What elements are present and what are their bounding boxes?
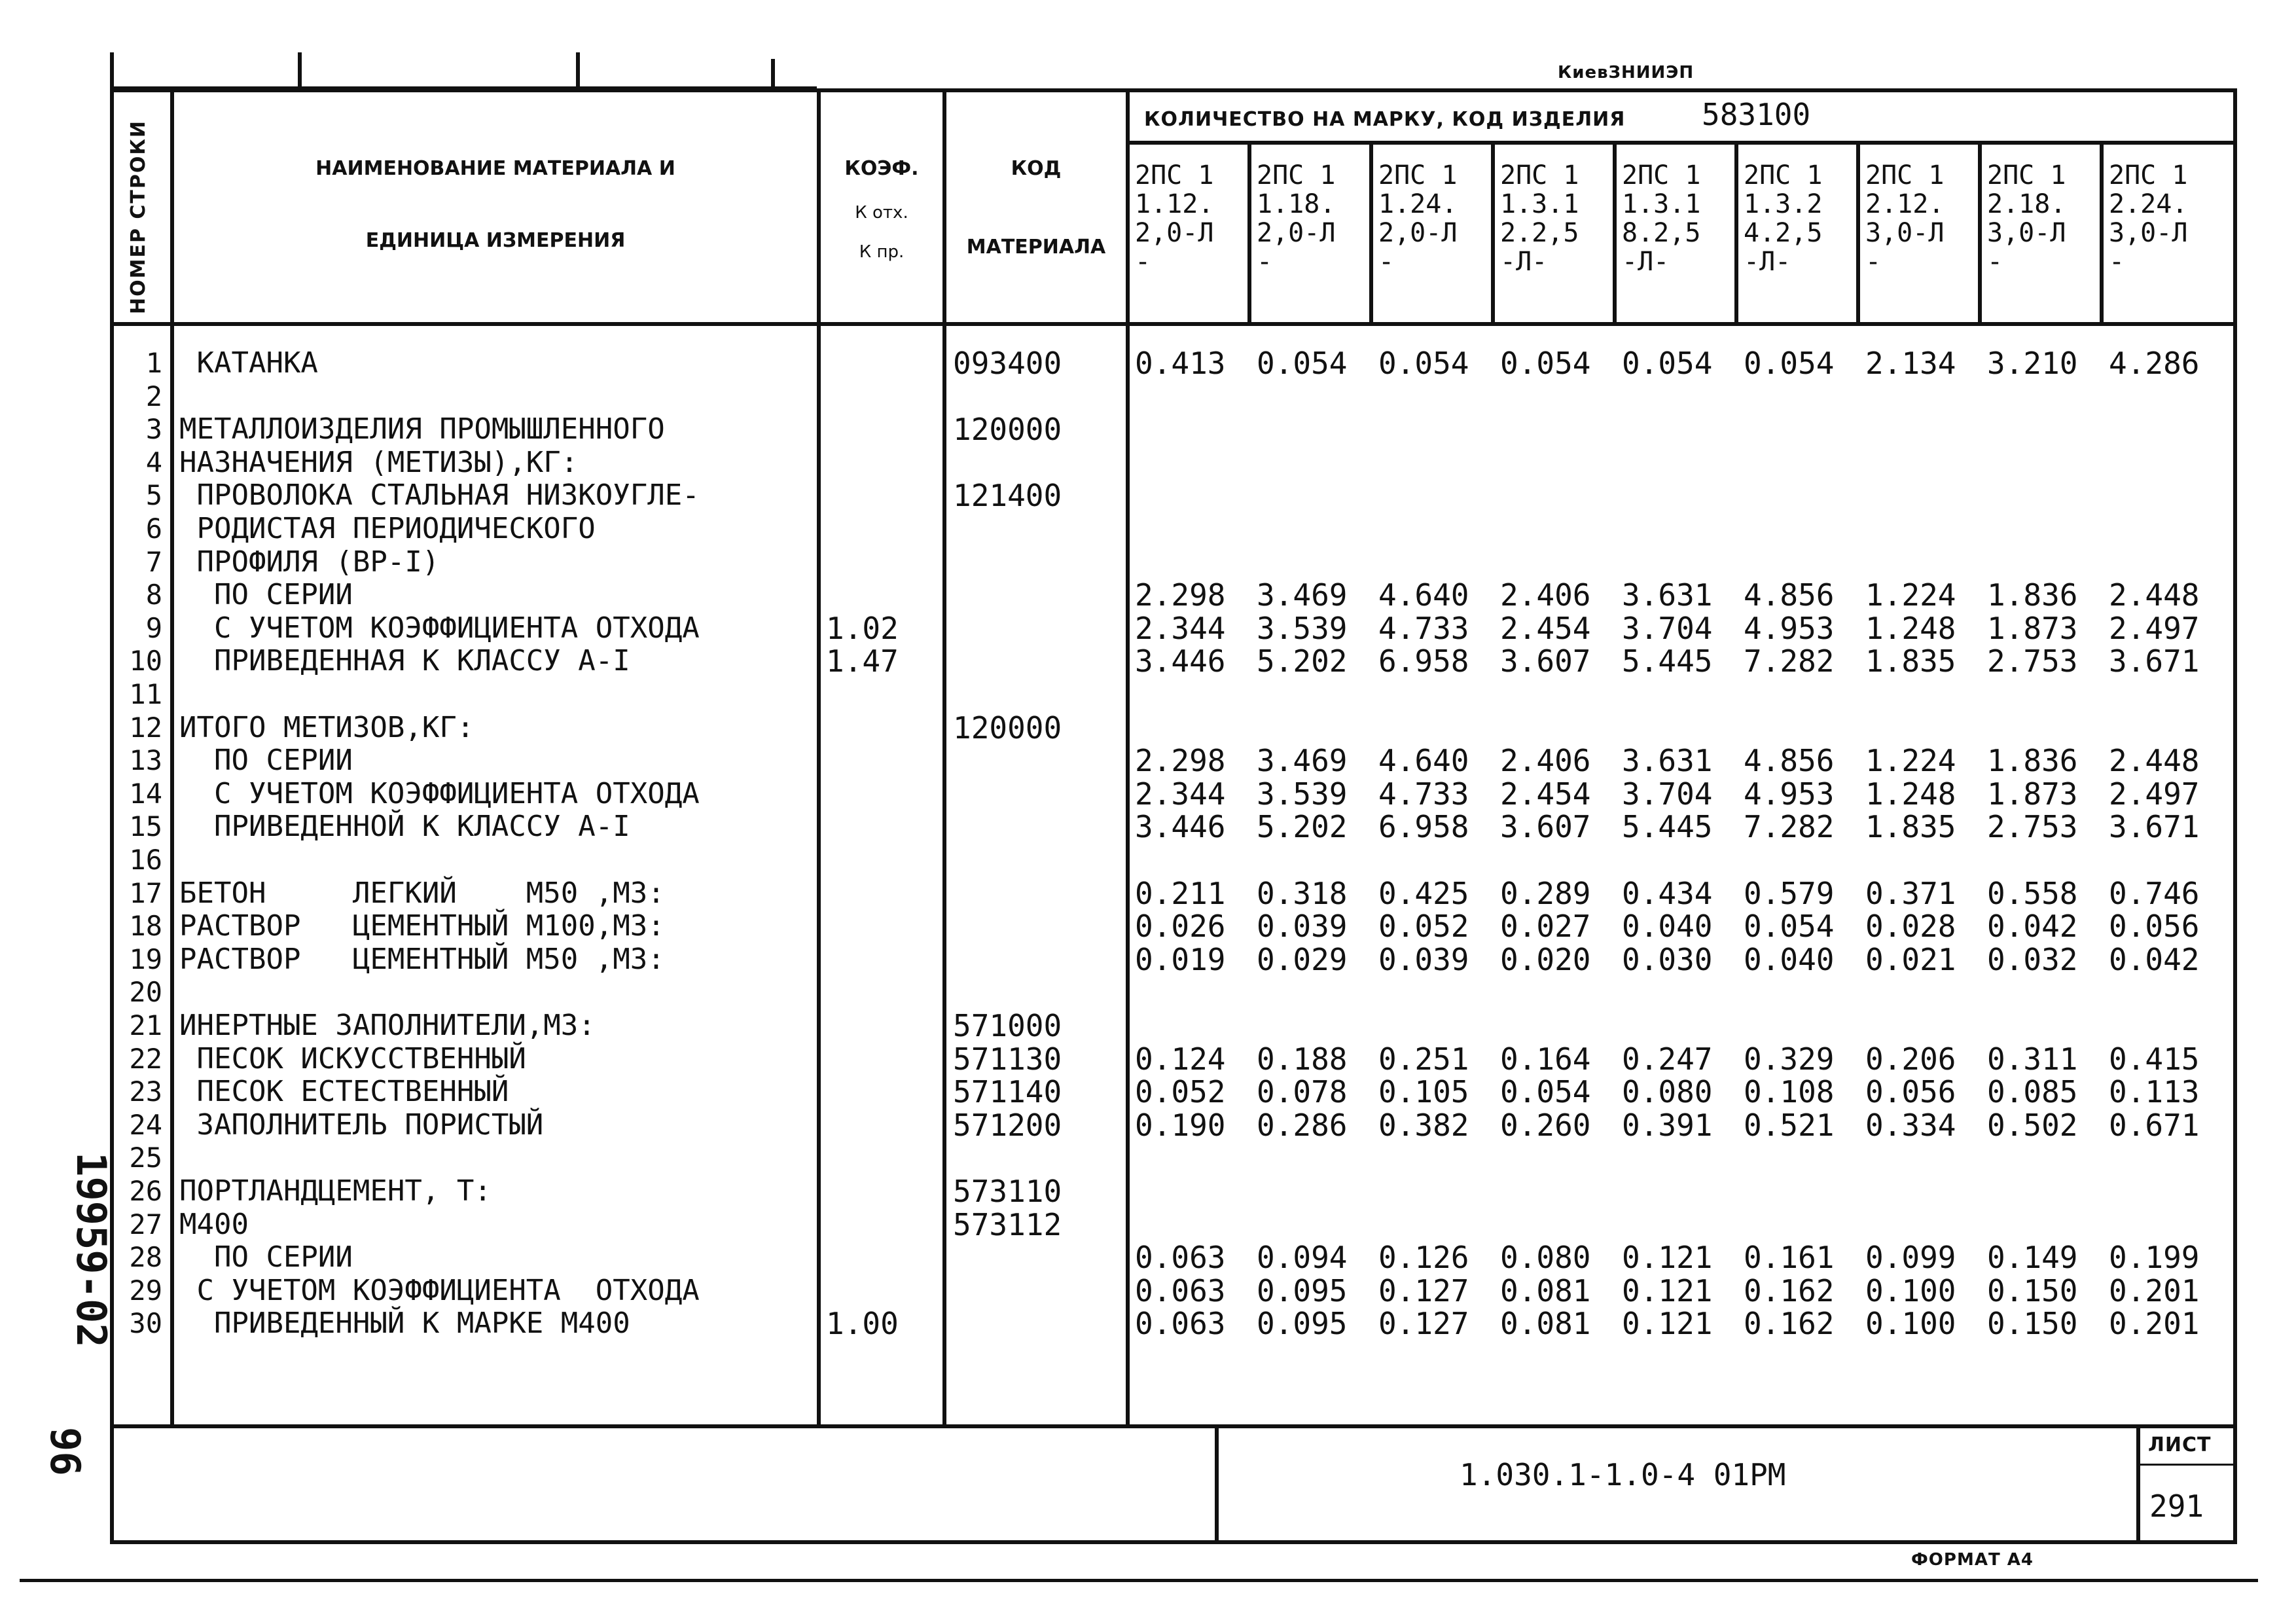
row-number: 19 xyxy=(129,943,162,975)
row-code: 571000 xyxy=(953,1008,1062,1043)
row-value: 0.162 xyxy=(1744,1306,1835,1342)
row-value: 0.251 xyxy=(1378,1041,1469,1077)
row-value: 2.406 xyxy=(1500,577,1591,613)
row-value: 2.497 xyxy=(2109,610,2200,646)
body-bottom-line xyxy=(110,1424,2237,1428)
row-number: 23 xyxy=(129,1075,162,1108)
row-value: 3.631 xyxy=(1622,577,1713,613)
row-value: 0.579 xyxy=(1744,875,1835,911)
row-name: РАСТВОР ЦЕМЕНТНЫЙ М100,М3: xyxy=(179,909,665,943)
row-value: 0.020 xyxy=(1500,941,1591,977)
row-value: 3.704 xyxy=(1622,610,1713,646)
row-name: ПО СЕРИИ xyxy=(179,744,353,778)
row-value: 0.040 xyxy=(1622,909,1713,945)
row-value: 0.502 xyxy=(1987,1107,2078,1143)
row-value: 0.311 xyxy=(1987,1041,2078,1077)
row-value: 1.836 xyxy=(1987,743,2078,779)
row-value: 3.539 xyxy=(1257,776,1348,812)
footer-sheet-divider xyxy=(2136,1424,2140,1544)
row-value: 0.162 xyxy=(1744,1272,1835,1308)
row-value: 0.289 xyxy=(1500,875,1591,911)
row-value: 3.469 xyxy=(1257,577,1348,613)
sheet-number: 291 xyxy=(2149,1489,2204,1524)
row-name: ИНЕРТНЫЕ ЗАПОЛНИТЕЛИ,М3: xyxy=(179,1009,596,1042)
row-value: 0.054 xyxy=(1378,346,1469,381)
col-divider-name xyxy=(817,88,821,1428)
col-divider-mark xyxy=(2100,144,2104,324)
row-value: 0.029 xyxy=(1257,941,1348,977)
inventory-number: 19959-02 xyxy=(67,1152,115,1348)
row-value: 0.150 xyxy=(1987,1306,2078,1342)
row-value: 0.124 xyxy=(1135,1041,1226,1077)
row-value: 0.063 xyxy=(1135,1306,1226,1342)
row-value: 1.835 xyxy=(1865,809,1956,845)
row-code: 571140 xyxy=(953,1074,1062,1110)
row-number: 22 xyxy=(129,1042,162,1075)
row-name: С УЧЕТОМ КОЭФФИЦИЕНТА ОТХОДА xyxy=(179,1273,700,1307)
row-coef: 1.00 xyxy=(826,1306,899,1342)
row-value: 0.211 xyxy=(1135,875,1226,911)
col-header-rownum: НОМЕР СТРОКИ xyxy=(127,120,150,314)
mark-header-5: 2ПС 1 1.3.1 8.2,5 -Л- xyxy=(1622,160,1701,277)
row-value: 0.121 xyxy=(1622,1240,1713,1276)
mark-header-3: 2ПС 1 1.24. 2,0-Л - xyxy=(1378,160,1458,277)
row-code: 093400 xyxy=(953,346,1062,381)
mark-header-4: 2ПС 1 1.3.1 2.2,5 -Л- xyxy=(1500,160,1579,277)
row-value: 0.121 xyxy=(1622,1272,1713,1308)
row-value: 0.027 xyxy=(1500,909,1591,945)
row-value: 2.134 xyxy=(1865,346,1956,381)
col-header-coef-line1: КОЭФ. xyxy=(844,157,919,180)
row-value: 4.733 xyxy=(1378,610,1469,646)
row-code: 121400 xyxy=(953,478,1062,514)
row-value: 0.247 xyxy=(1622,1041,1713,1077)
row-value: 0.042 xyxy=(1987,909,2078,945)
row-number: 2 xyxy=(145,380,162,412)
row-value: 0.558 xyxy=(1987,875,2078,911)
row-name: ПРОФИЛЯ (ВР-I) xyxy=(179,545,440,579)
col-divider-mark xyxy=(1613,144,1617,324)
row-name: НАЗНАЧЕНИЯ (МЕТИЗЫ),КГ: xyxy=(179,445,579,479)
top-stub-tick xyxy=(771,59,775,89)
format-label: ФОРМАТ А4 xyxy=(1911,1550,2034,1570)
row-value: 1.835 xyxy=(1865,643,1956,679)
row-value: 4.856 xyxy=(1744,743,1835,779)
mark-header-7: 2ПС 1 2.12. 3,0-Л - xyxy=(1865,160,1945,277)
row-value: 0.078 xyxy=(1257,1074,1348,1110)
row-value: 5.445 xyxy=(1622,809,1713,845)
row-name: РОДИСТАЯ ПЕРИОДИЧЕСКОГО xyxy=(179,512,596,545)
col-header-name-line2: ЕДИНИЦА ИЗМЕРЕНИЯ xyxy=(365,229,626,252)
row-value: 0.042 xyxy=(2109,941,2200,977)
row-value: 0.063 xyxy=(1135,1240,1226,1276)
row-value: 0.415 xyxy=(2109,1041,2200,1077)
row-value: 3.469 xyxy=(1257,743,1348,779)
row-name: ЗАПОЛНИТЕЛЬ ПОРИСТЫЙ xyxy=(179,1108,544,1142)
row-name: РАСТВОР ЦЕМЕНТНЫЙ М50 ,М3: xyxy=(179,942,665,976)
row-value: 0.382 xyxy=(1378,1107,1469,1143)
col-divider-coef xyxy=(942,88,946,1428)
row-name: ПО СЕРИИ xyxy=(179,1240,353,1274)
mark-header-2: 2ПС 1 1.18. 2,0-Л - xyxy=(1257,160,1336,277)
row-value: 0.425 xyxy=(1378,875,1469,911)
row-value: 2.448 xyxy=(2109,577,2200,613)
row-value: 7.282 xyxy=(1744,809,1835,845)
row-value: 0.201 xyxy=(2109,1306,2200,1342)
row-value: 4.286 xyxy=(2109,346,2200,381)
row-name: ПЕСОК ЕСТЕСТВЕННЫЙ xyxy=(179,1075,509,1109)
row-value: 2.298 xyxy=(1135,743,1226,779)
row-value: 0.334 xyxy=(1865,1107,1956,1143)
row-number: 21 xyxy=(129,1009,162,1041)
row-value: 0.085 xyxy=(1987,1074,2078,1110)
row-value: 0.054 xyxy=(1500,1074,1591,1110)
col-header-coef-line2: К отх. xyxy=(855,203,908,223)
row-value: 0.021 xyxy=(1865,941,1956,977)
row-number: 9 xyxy=(145,611,162,644)
row-number: 3 xyxy=(145,413,162,446)
col-header-code-line1: КОД xyxy=(1011,157,1062,180)
row-value: 2.753 xyxy=(1987,643,2078,679)
row-name: ПЕСОК ИСКУССТВЕННЫЙ xyxy=(179,1041,526,1075)
row-value: 6.958 xyxy=(1378,643,1469,679)
row-name: МЕТАЛЛОИЗДЕЛИЯ ПРОМЫШЛЕННОГО xyxy=(179,412,665,446)
mark-header-8: 2ПС 1 2.18. 3,0-Л - xyxy=(1987,160,2066,277)
row-value: 0.190 xyxy=(1135,1107,1226,1143)
row-value: 0.054 xyxy=(1744,346,1835,381)
row-value: 1.248 xyxy=(1865,610,1956,646)
row-value: 3.210 xyxy=(1987,346,2078,381)
row-value: 0.127 xyxy=(1378,1272,1469,1308)
row-value: 3.607 xyxy=(1500,643,1591,679)
row-value: 3.671 xyxy=(2109,643,2200,679)
row-value: 3.704 xyxy=(1622,776,1713,812)
org-stamp: КиевЗНИИЭП xyxy=(1558,63,1695,82)
row-number: 5 xyxy=(145,479,162,512)
qty-title-underline xyxy=(1126,141,2237,145)
row-number: 13 xyxy=(129,744,162,777)
col-divider-mark xyxy=(1978,144,1982,324)
row-value: 5.202 xyxy=(1257,643,1348,679)
row-value: 0.206 xyxy=(1865,1041,1956,1077)
row-value: 4.640 xyxy=(1378,743,1469,779)
row-value: 3.671 xyxy=(2109,809,2200,845)
row-value: 0.028 xyxy=(1865,909,1956,945)
col-divider-rownum xyxy=(170,88,174,1428)
row-value: 0.030 xyxy=(1622,941,1713,977)
row-number: 29 xyxy=(129,1274,162,1307)
row-number: 7 xyxy=(145,545,162,578)
col-divider-code xyxy=(1126,88,1130,1428)
row-value: 0.056 xyxy=(1865,1074,1956,1110)
row-value: 1.248 xyxy=(1865,776,1956,812)
row-value: 1.224 xyxy=(1865,577,1956,613)
row-name: ПРИВЕДЕННАЯ К КЛАССУ А-I xyxy=(179,644,630,678)
row-value: 0.671 xyxy=(2109,1107,2200,1143)
row-code: 573112 xyxy=(953,1206,1062,1242)
mark-header-9: 2ПС 1 2.24. 3,0-Л - xyxy=(2109,160,2188,277)
row-number: 30 xyxy=(129,1307,162,1340)
row-value: 0.080 xyxy=(1500,1240,1591,1276)
row-number: 6 xyxy=(145,513,162,545)
row-value: 0.099 xyxy=(1865,1240,1956,1276)
row-number: 18 xyxy=(129,910,162,943)
top-stub-tick xyxy=(576,52,580,89)
row-value: 0.413 xyxy=(1135,346,1226,381)
row-name: ИТОГО МЕТИЗОВ,КГ: xyxy=(179,710,475,744)
row-name: ПРИВЕДЕННОЙ К КЛАССУ А-I xyxy=(179,810,630,844)
row-value: 2.454 xyxy=(1500,776,1591,812)
row-value: 3.539 xyxy=(1257,610,1348,646)
row-number: 1 xyxy=(145,347,162,379)
row-value: 0.052 xyxy=(1378,909,1469,945)
row-name: С УЧЕТОМ КОЭФФИЦИЕНТА ОТХОДА xyxy=(179,611,700,645)
row-value: 0.105 xyxy=(1378,1074,1469,1110)
row-value: 0.054 xyxy=(1500,346,1591,381)
row-value: 2.406 xyxy=(1500,743,1591,779)
row-value: 2.448 xyxy=(2109,743,2200,779)
row-value: 0.201 xyxy=(2109,1272,2200,1308)
doc-code: 1.030.1-1.0-4 01РМ xyxy=(1460,1457,1786,1492)
row-value: 0.054 xyxy=(1622,346,1713,381)
row-value: 2.753 xyxy=(1987,809,2078,845)
row-value: 0.149 xyxy=(1987,1240,2078,1276)
row-value: 4.856 xyxy=(1744,577,1835,613)
row-value: 0.434 xyxy=(1622,875,1713,911)
row-value: 0.063 xyxy=(1135,1272,1226,1308)
row-value: 0.127 xyxy=(1378,1306,1469,1342)
row-code: 120000 xyxy=(953,710,1062,746)
row-value: 0.081 xyxy=(1500,1272,1591,1308)
row-code: 120000 xyxy=(953,412,1062,448)
row-value: 0.032 xyxy=(1987,941,2078,977)
row-value: 4.733 xyxy=(1378,776,1469,812)
row-value: 0.108 xyxy=(1744,1074,1835,1110)
row-value: 1.873 xyxy=(1987,776,2078,812)
row-number: 25 xyxy=(129,1142,162,1174)
row-value: 0.081 xyxy=(1500,1306,1591,1342)
row-value: 3.607 xyxy=(1500,809,1591,845)
col-header-name-line1: НАИМЕНОВАНИЕ МАТЕРИАЛА И xyxy=(315,157,675,180)
row-number: 8 xyxy=(145,579,162,611)
row-value: 4.640 xyxy=(1378,577,1469,613)
row-value: 2.298 xyxy=(1135,577,1226,613)
row-number: 24 xyxy=(129,1108,162,1141)
page-bottom-line xyxy=(20,1579,2258,1582)
row-code: 573110 xyxy=(953,1174,1062,1209)
row-value: 0.164 xyxy=(1500,1041,1591,1077)
row-value: 1.873 xyxy=(1987,610,2078,646)
row-coef: 1.47 xyxy=(826,643,899,679)
row-value: 6.958 xyxy=(1378,809,1469,845)
row-value: 0.113 xyxy=(2109,1074,2200,1110)
row-value: 2.497 xyxy=(2109,776,2200,812)
row-code: 571130 xyxy=(953,1041,1062,1077)
row-value: 0.039 xyxy=(1257,909,1348,945)
row-value: 7.282 xyxy=(1744,643,1835,679)
col-header-code-line2: МАТЕРИАЛА xyxy=(966,236,1106,259)
row-number: 10 xyxy=(129,645,162,677)
row-value: 0.100 xyxy=(1865,1306,1956,1342)
row-value: 4.953 xyxy=(1744,776,1835,812)
mark-header-1: 2ПС 1 1.12. 2,0-Л - xyxy=(1135,160,1214,277)
row-number: 15 xyxy=(129,810,162,843)
row-value: 2.454 xyxy=(1500,610,1591,646)
row-value: 0.188 xyxy=(1257,1041,1348,1077)
row-value: 4.953 xyxy=(1744,610,1835,646)
row-value: 0.026 xyxy=(1135,909,1226,945)
row-value: 0.080 xyxy=(1622,1074,1713,1110)
qty-title: КОЛИЧЕСТВО НА МАРКУ, КОД ИЗДЕЛИЯ xyxy=(1144,108,1626,131)
row-number: 14 xyxy=(129,777,162,810)
row-value: 0.056 xyxy=(2109,909,2200,945)
row-number: 16 xyxy=(129,844,162,876)
row-value: 0.054 xyxy=(1257,346,1348,381)
top-stub-tick xyxy=(110,52,114,89)
row-value: 0.052 xyxy=(1135,1074,1226,1110)
row-value: 0.521 xyxy=(1744,1107,1835,1143)
row-value: 1.224 xyxy=(1865,743,1956,779)
row-value: 2.344 xyxy=(1135,776,1226,812)
row-value: 0.094 xyxy=(1257,1240,1348,1276)
row-value: 5.445 xyxy=(1622,643,1713,679)
row-name: ПОРТЛАНДЦЕМЕНТ, Т: xyxy=(179,1174,492,1208)
row-value: 1.836 xyxy=(1987,577,2078,613)
page-number: 96 xyxy=(41,1427,89,1476)
row-value: 0.260 xyxy=(1500,1107,1591,1143)
row-code: 571200 xyxy=(953,1107,1062,1143)
row-name: БЕТОН ЛЕГКИЙ М50 ,М3: xyxy=(179,876,665,910)
col-divider-mark xyxy=(1369,144,1373,324)
row-value: 3.631 xyxy=(1622,743,1713,779)
row-value: 3.446 xyxy=(1135,643,1226,679)
row-value: 0.095 xyxy=(1257,1272,1348,1308)
row-name: ПРОВОЛОКА СТАЛЬНАЯ НИЗКОУГЛЕ- xyxy=(179,478,700,513)
footer-divider xyxy=(1215,1424,1219,1544)
row-value: 0.329 xyxy=(1744,1041,1835,1077)
row-value: 0.054 xyxy=(1744,909,1835,945)
row-name: ПРИВЕДЕННЫЙ К МАРКЕ М400 xyxy=(179,1307,630,1341)
row-value: 5.202 xyxy=(1257,809,1348,845)
row-number: 27 xyxy=(129,1208,162,1240)
row-number: 12 xyxy=(129,711,162,744)
top-stub-tick xyxy=(298,52,302,89)
row-coef: 1.02 xyxy=(826,610,899,646)
row-name: КАТАНКА xyxy=(179,346,318,380)
row-value: 0.746 xyxy=(2109,875,2200,911)
row-value: 0.150 xyxy=(1987,1272,2078,1308)
row-number: 11 xyxy=(129,678,162,710)
row-value: 0.391 xyxy=(1622,1107,1713,1143)
row-name: ПО СЕРИИ xyxy=(179,578,353,612)
row-number: 20 xyxy=(129,976,162,1009)
row-number: 26 xyxy=(129,1175,162,1207)
row-name: М400 xyxy=(179,1207,249,1241)
row-value: 0.286 xyxy=(1257,1107,1348,1143)
product-code: 583100 xyxy=(1702,97,1811,132)
col-divider-mark xyxy=(1856,144,1860,324)
col-divider-mark xyxy=(1734,144,1738,324)
row-value: 0.161 xyxy=(1744,1240,1835,1276)
row-value: 0.121 xyxy=(1622,1306,1713,1342)
row-value: 0.371 xyxy=(1865,875,1956,911)
row-value: 3.446 xyxy=(1135,809,1226,845)
row-name: С УЧЕТОМ КОЭФФИЦИЕНТА ОТХОДА xyxy=(179,776,700,810)
row-value: 0.100 xyxy=(1865,1272,1956,1308)
row-value: 0.199 xyxy=(2109,1240,2200,1276)
header-bottom-line xyxy=(110,322,2237,326)
footer-sheet-line xyxy=(2136,1464,2237,1466)
row-number: 4 xyxy=(145,446,162,478)
row-value: 0.126 xyxy=(1378,1240,1469,1276)
row-value: 0.040 xyxy=(1744,941,1835,977)
row-number: 17 xyxy=(129,876,162,909)
sheet-label: ЛИСТ xyxy=(2148,1434,2212,1456)
row-value: 0.095 xyxy=(1257,1306,1348,1342)
row-value: 2.344 xyxy=(1135,610,1226,646)
row-number: 28 xyxy=(129,1241,162,1274)
row-value: 0.318 xyxy=(1257,875,1348,911)
row-value: 0.039 xyxy=(1378,941,1469,977)
col-header-coef-line3: К пр. xyxy=(859,242,905,262)
col-divider-mark xyxy=(1247,144,1251,324)
row-value: 0.019 xyxy=(1135,941,1226,977)
mark-header-6: 2ПС 1 1.3.2 4.2,5 -Л- xyxy=(1744,160,1823,277)
col-divider-mark xyxy=(1491,144,1495,324)
